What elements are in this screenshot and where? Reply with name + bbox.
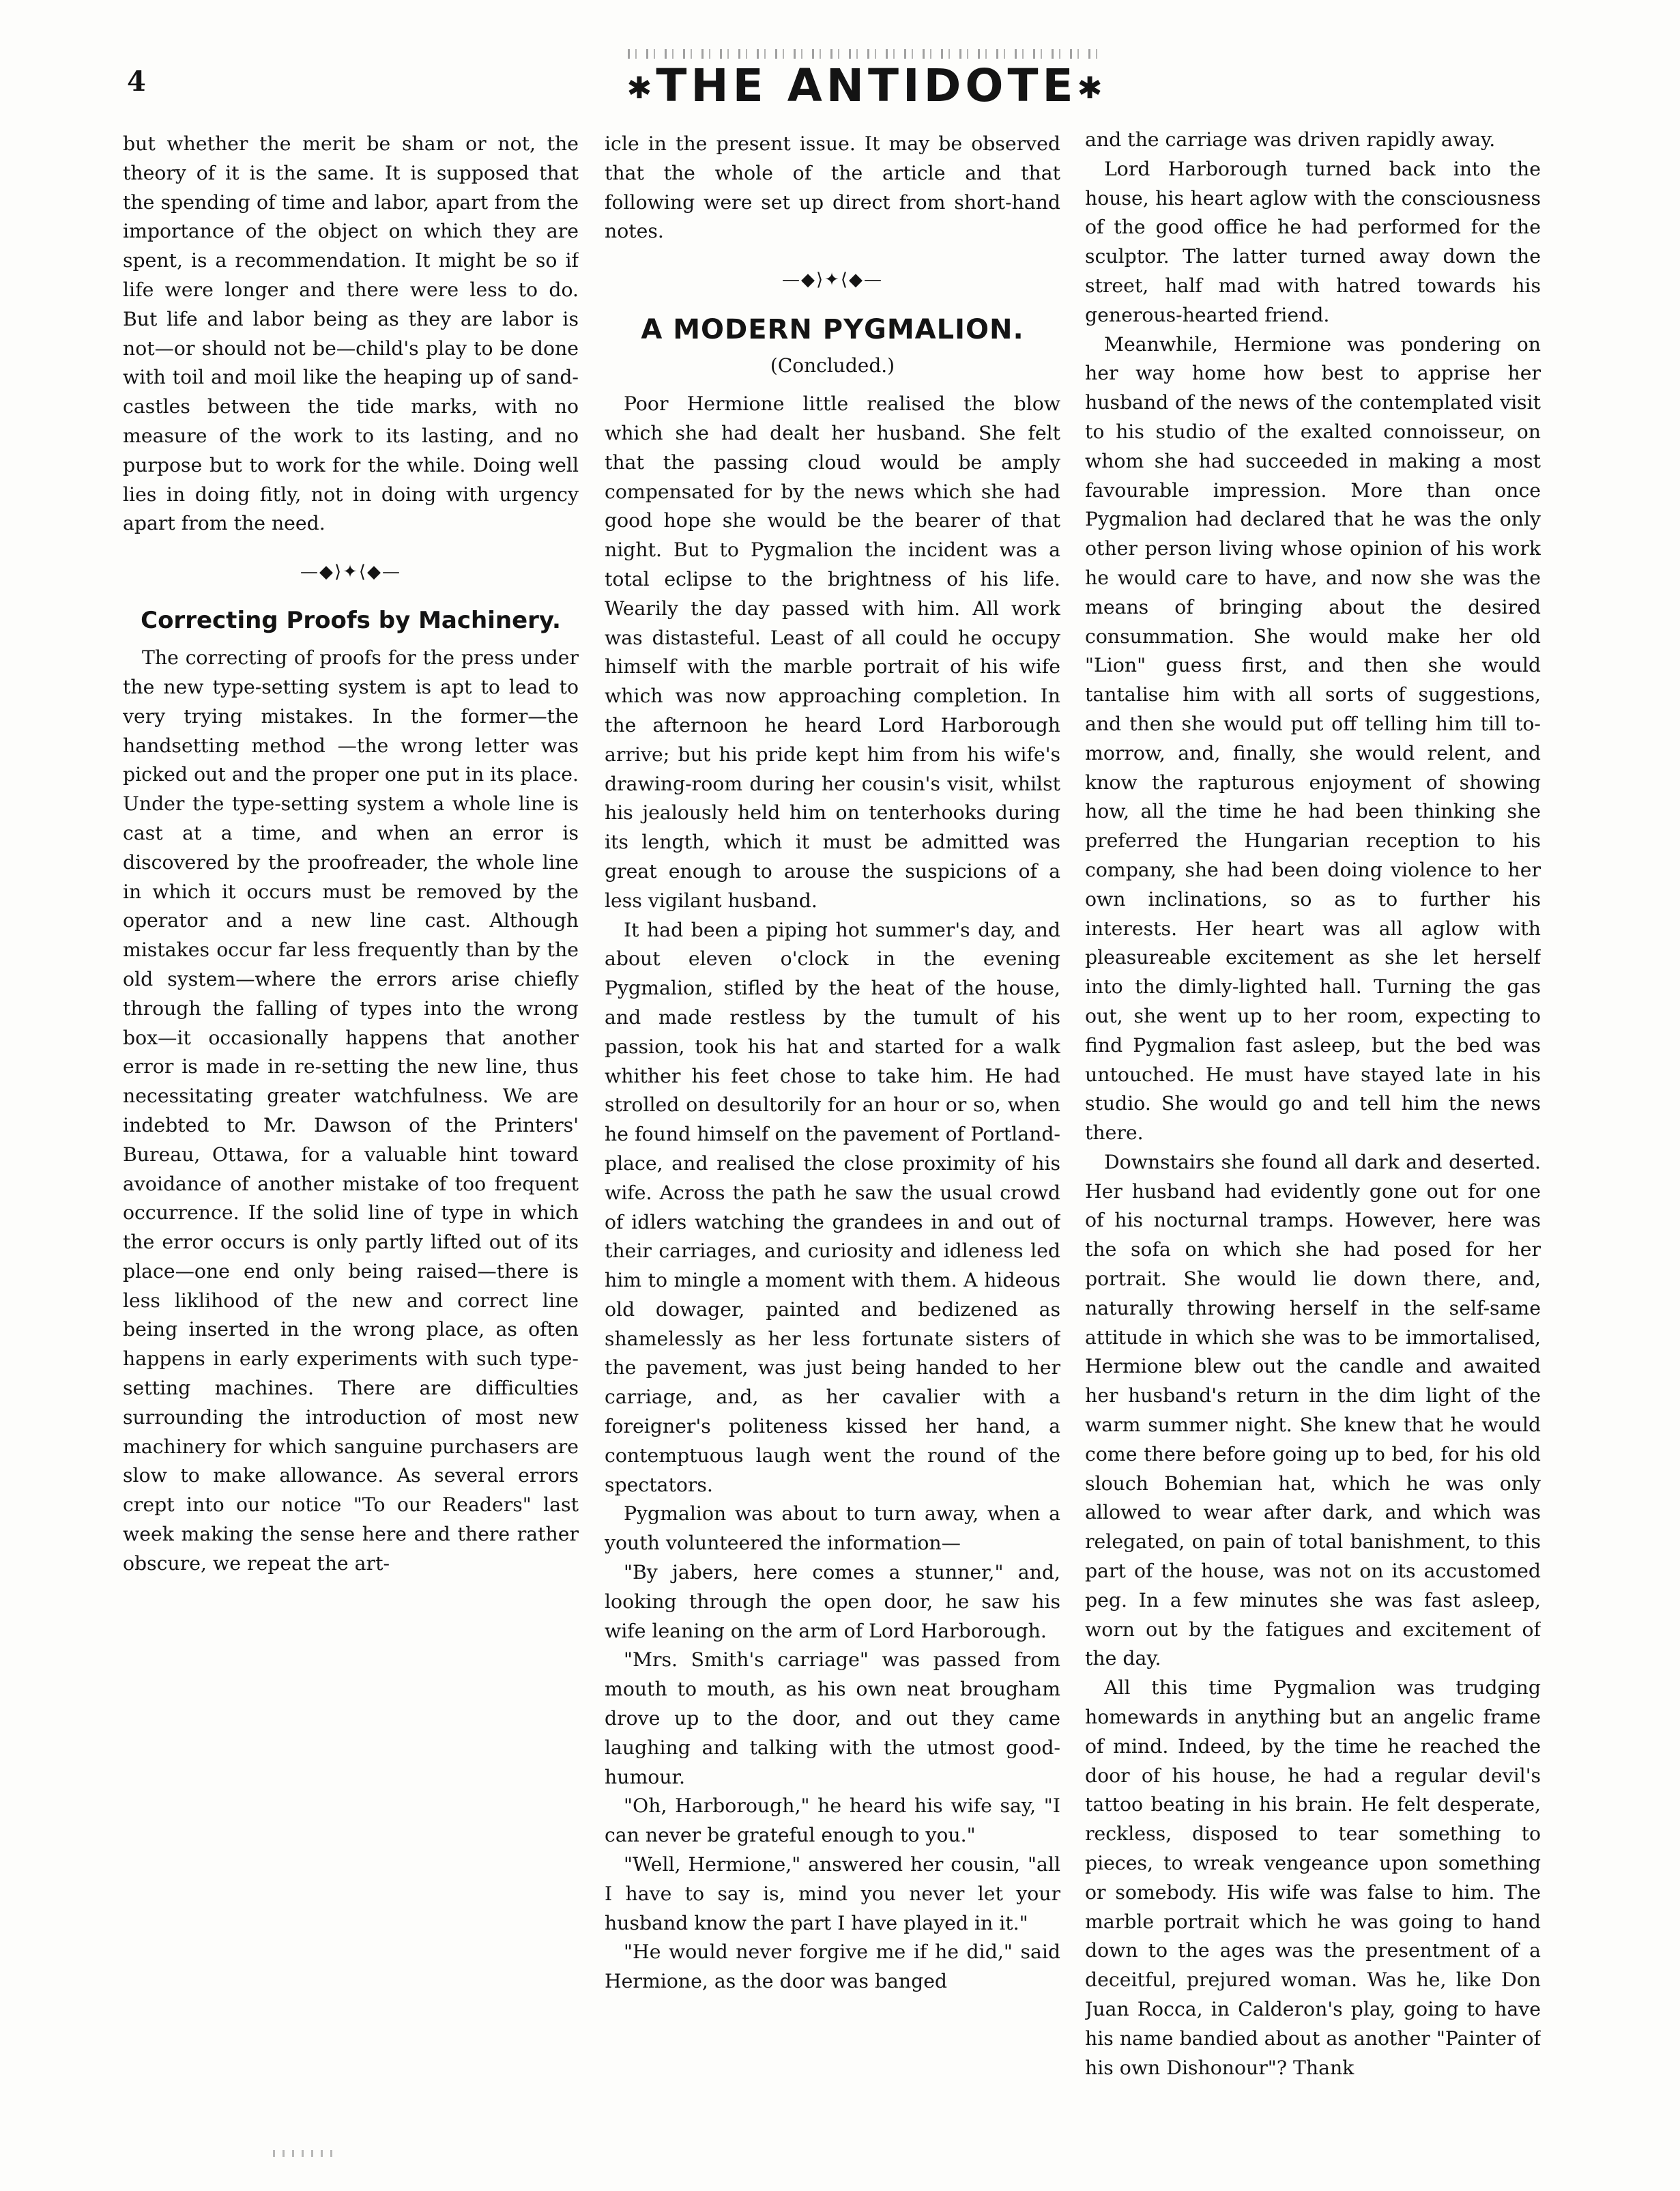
column-3 (1085, 126, 1541, 2166)
paragraph: "Mrs. Smith's carriage" was passed from mouth to mouth, as his own neat brougham drove up to the door, and out they came laughing and talking with the utmost good-humour. (605, 1648, 1060, 1788)
paragraph: but whether the merit be sham or not, the theory of it is the same. It is supposed that the spending of time and labor, apart from the importance of the object on which they are spent, is a recommendation. It might be so if life were longer and there were less to do. But life and labor being as they are labor is not—or should not be—child's play to be done with toil and moil like the heaping up of sand-castles between the tide marks, with no measure of the work to its lasting, and no purpose but to work for the while. Doing well lies in doing fitly, not in doing with urgency apart from the need. (123, 132, 579, 535)
paragraph: Pygmalion was about to turn away, when a youth volunteered the information— (605, 1502, 1060, 1555)
masthead-print-noise (628, 49, 1105, 59)
masthead-ornament-right-icon: ✱ (1077, 70, 1107, 106)
paragraph: Lord Harborough turned back into the house, his heart aglow with the consciousness of the good office he had performed for the sculptor. The latter turned away down the street, half mad with hatred towards his generous-hearted friend. (1085, 157, 1541, 326)
paragraph: "Oh, Harborough," he heard his wife say, "I can never be grateful enough to you." (605, 1794, 1060, 1847)
paragraph: The correcting of proofs for the press under the new type-setting system is apt to lead to very trying mistakes. In the former—the handsetting method —the wrong letter was picked out and the proper one put in its place. Under the type-setting system a whole line is cast at a time, and when an error is discovered by the proofreader, the whole line in which it occurs must be removed by the operator and a new line cast. Although mistakes occur far less frequently than by the old system—where the errors arise chiefly through the falling of types into the wrong box—it occasionally happens that another error is made in re-setting the new line, thus necessitating greater watchfulness. We are indebted to Mr. Dawson of the Printers' Bureau, Ottawa, for a valuable hint toward avoidance of another mistake of too frequent occurrence. If the solid line of type in which the error occurs is only partly lifted out of its place—one end only being raised—there is less liklihood of the new and correct line being inserted in the wrong place, as often happens in early experiments with such type-setting machines. There are difficulties surrounding the introduction of most new machinery for which sanguine purchasers are slow to make allowance. As several errors crept into our notice "To our Readers" last week making the sense here and there rather obscure, we repeat the art- (123, 646, 579, 1575)
paragraph: Meanwhile, Hermione was pondering on her way home how best to apprise her husband of the news of the contemplated visit to his studio of the exalted connoisseur, on whom she had succeeded in making a most favourable impression. More than once Pygmalion had declared that he was the only other person living whose opinion of his work he would care to have, and now she was the means of bringing about the desired consummation. She would make her old "Lion" guess first, and then she would tantalise him with all sorts of suggestions, and then she would put off telling him till to-morrow, and, finally, she would relent, and know the rapturous enjoyment of showing how, all the time he had been thinking she preferred the Hungarian reception to his company, she had been doing violence to her own inclinations, so as to further his interests. Her heart was all aglow with pleasureable excitement as she let herself into the dimly-lighted hall. Turning the gas out, she went up to her room, expecting to find Pygmalion fast asleep, but the bed was untouched. He must have stayed late in his studio. She would go and tell him the news there. (1085, 332, 1541, 1145)
print-speck (273, 2150, 334, 2157)
paragraph: It had been a piping hot summer's day, and about eleven o'clock in the evening Pygmalion, stifled by the heat of the house, and made restless by the tumult of his passion, took his hat and started for a walk whither his feet chose to take him. He had strolled on desultorily for an hour or so, when he found himself on the pavement of Portland-place, and realised the close proximity of his wife. Across the path he saw the usual crowd of idlers watching the grandees in and out of their carriages, and curiosity and idleness led him to mingle a moment with them. A hideous old dowager, painted and bedizened as shamelessly as her less fortunate sisters of the pavement, was just being handed to her carriage, and, as her cavalier with a foreigner's politeness kissed her hand, a contemptuous laugh went the round of the spectators. (605, 918, 1060, 1496)
ornamental-divider-icon: —◆⟩✦⟨◆— (300, 562, 402, 583)
page-number: 4 (127, 66, 146, 98)
paragraph: "He would never forgive me if he did," said Hermione, as the door was banged (605, 1941, 1060, 1993)
masthead (560, 59, 1174, 116)
masthead-title: THE ANTIDOTE (656, 59, 1077, 112)
article-title: A MODERN PYGMALION. (641, 314, 1024, 346)
column-2 (605, 130, 1060, 2171)
ornamental-divider-icon: —◆⟩✦⟨◆— (781, 270, 884, 291)
paragraph: Downstairs she found all dark and deserted. Her husband had evidently gone out for one of his nocturnal tramps. However, here was the sofa on which she had posed for her portrait. She would lie down there, and, naturally throwing herself in the self-same attitude in which she was to be immortalised, Hermione blew out the candle and awaited her husband's return in the dim light of the warm summer night. She knew that he would come there before going up to bed, for his old slouch Bohemian hat, which he was only allowed to wear after dark, and which was relegated, on pain of total banishment, to this part of the house, was not on its accustomed peg. In a few minutes she was fast asleep, worn out by the fatigues and excitement of the day. (1085, 1150, 1541, 1670)
paragraph: "Well, Hermione," answered her cousin, "all I have to say is, mind you never let your husband know the part I have played in it." (605, 1853, 1060, 1934)
paragraph: All this time Pygmalion was trudging homewards in anything but an angelic frame of mind. Indeed, by the time he reached the door of his house, he had a regular devil's tattoo beating in his brain. He felt desperate, reckless, disposed to tear something to pieces, to wreak vengeance upon something or somebody. His wife was false to him. The marble portrait which he was going to hand down to the ages was the presentment of a deceitful, prejured woman. Was he, like Don Juan Rocca, in Calderon's play, going to have his name bandied about as another "Painter of his own Dishonour"? Thank (1085, 1676, 1541, 2079)
paragraph: icle in the present issue. It may be observed that the whole of the article and that following were set up direct from short-hand notes. (605, 132, 1060, 243)
masthead-ornament-left-icon: ✱ (626, 70, 656, 106)
article-subtitle: (Concluded.) (770, 354, 895, 377)
paragraph: Poor Hermione little realised the blow which she had dealt her husband. She felt that the passing cloud would be amply compensated for by the news which she had good hope she would be the bearer of that night. But to Pygmalion the incident was a total eclipse to the brightness of his life. Wearily the day passed with him. All work was distasteful. Least of all could he occupy himself with the marble portrait of his wife which was now approaching completion. In the afternoon he heard Lord Harborough arrive; but his pride kept him from his wife's drawing-room during her cousin's visit, whilst his jealously held him on tenterhooks during its length, which it must be admitted was great enough to arouse the suspicions of a less vigilant husband. (605, 392, 1060, 912)
paragraph: and the carriage was driven rapidly away. (1085, 128, 1496, 151)
paragraph: "By jabers, here comes a stunner," and, looking through the open door, he saw his wife leaning on the arm of Lord Harborough. (605, 1561, 1060, 1642)
article-title: Correcting Proofs by Machinery. (141, 607, 561, 635)
column-1 (123, 130, 579, 2171)
